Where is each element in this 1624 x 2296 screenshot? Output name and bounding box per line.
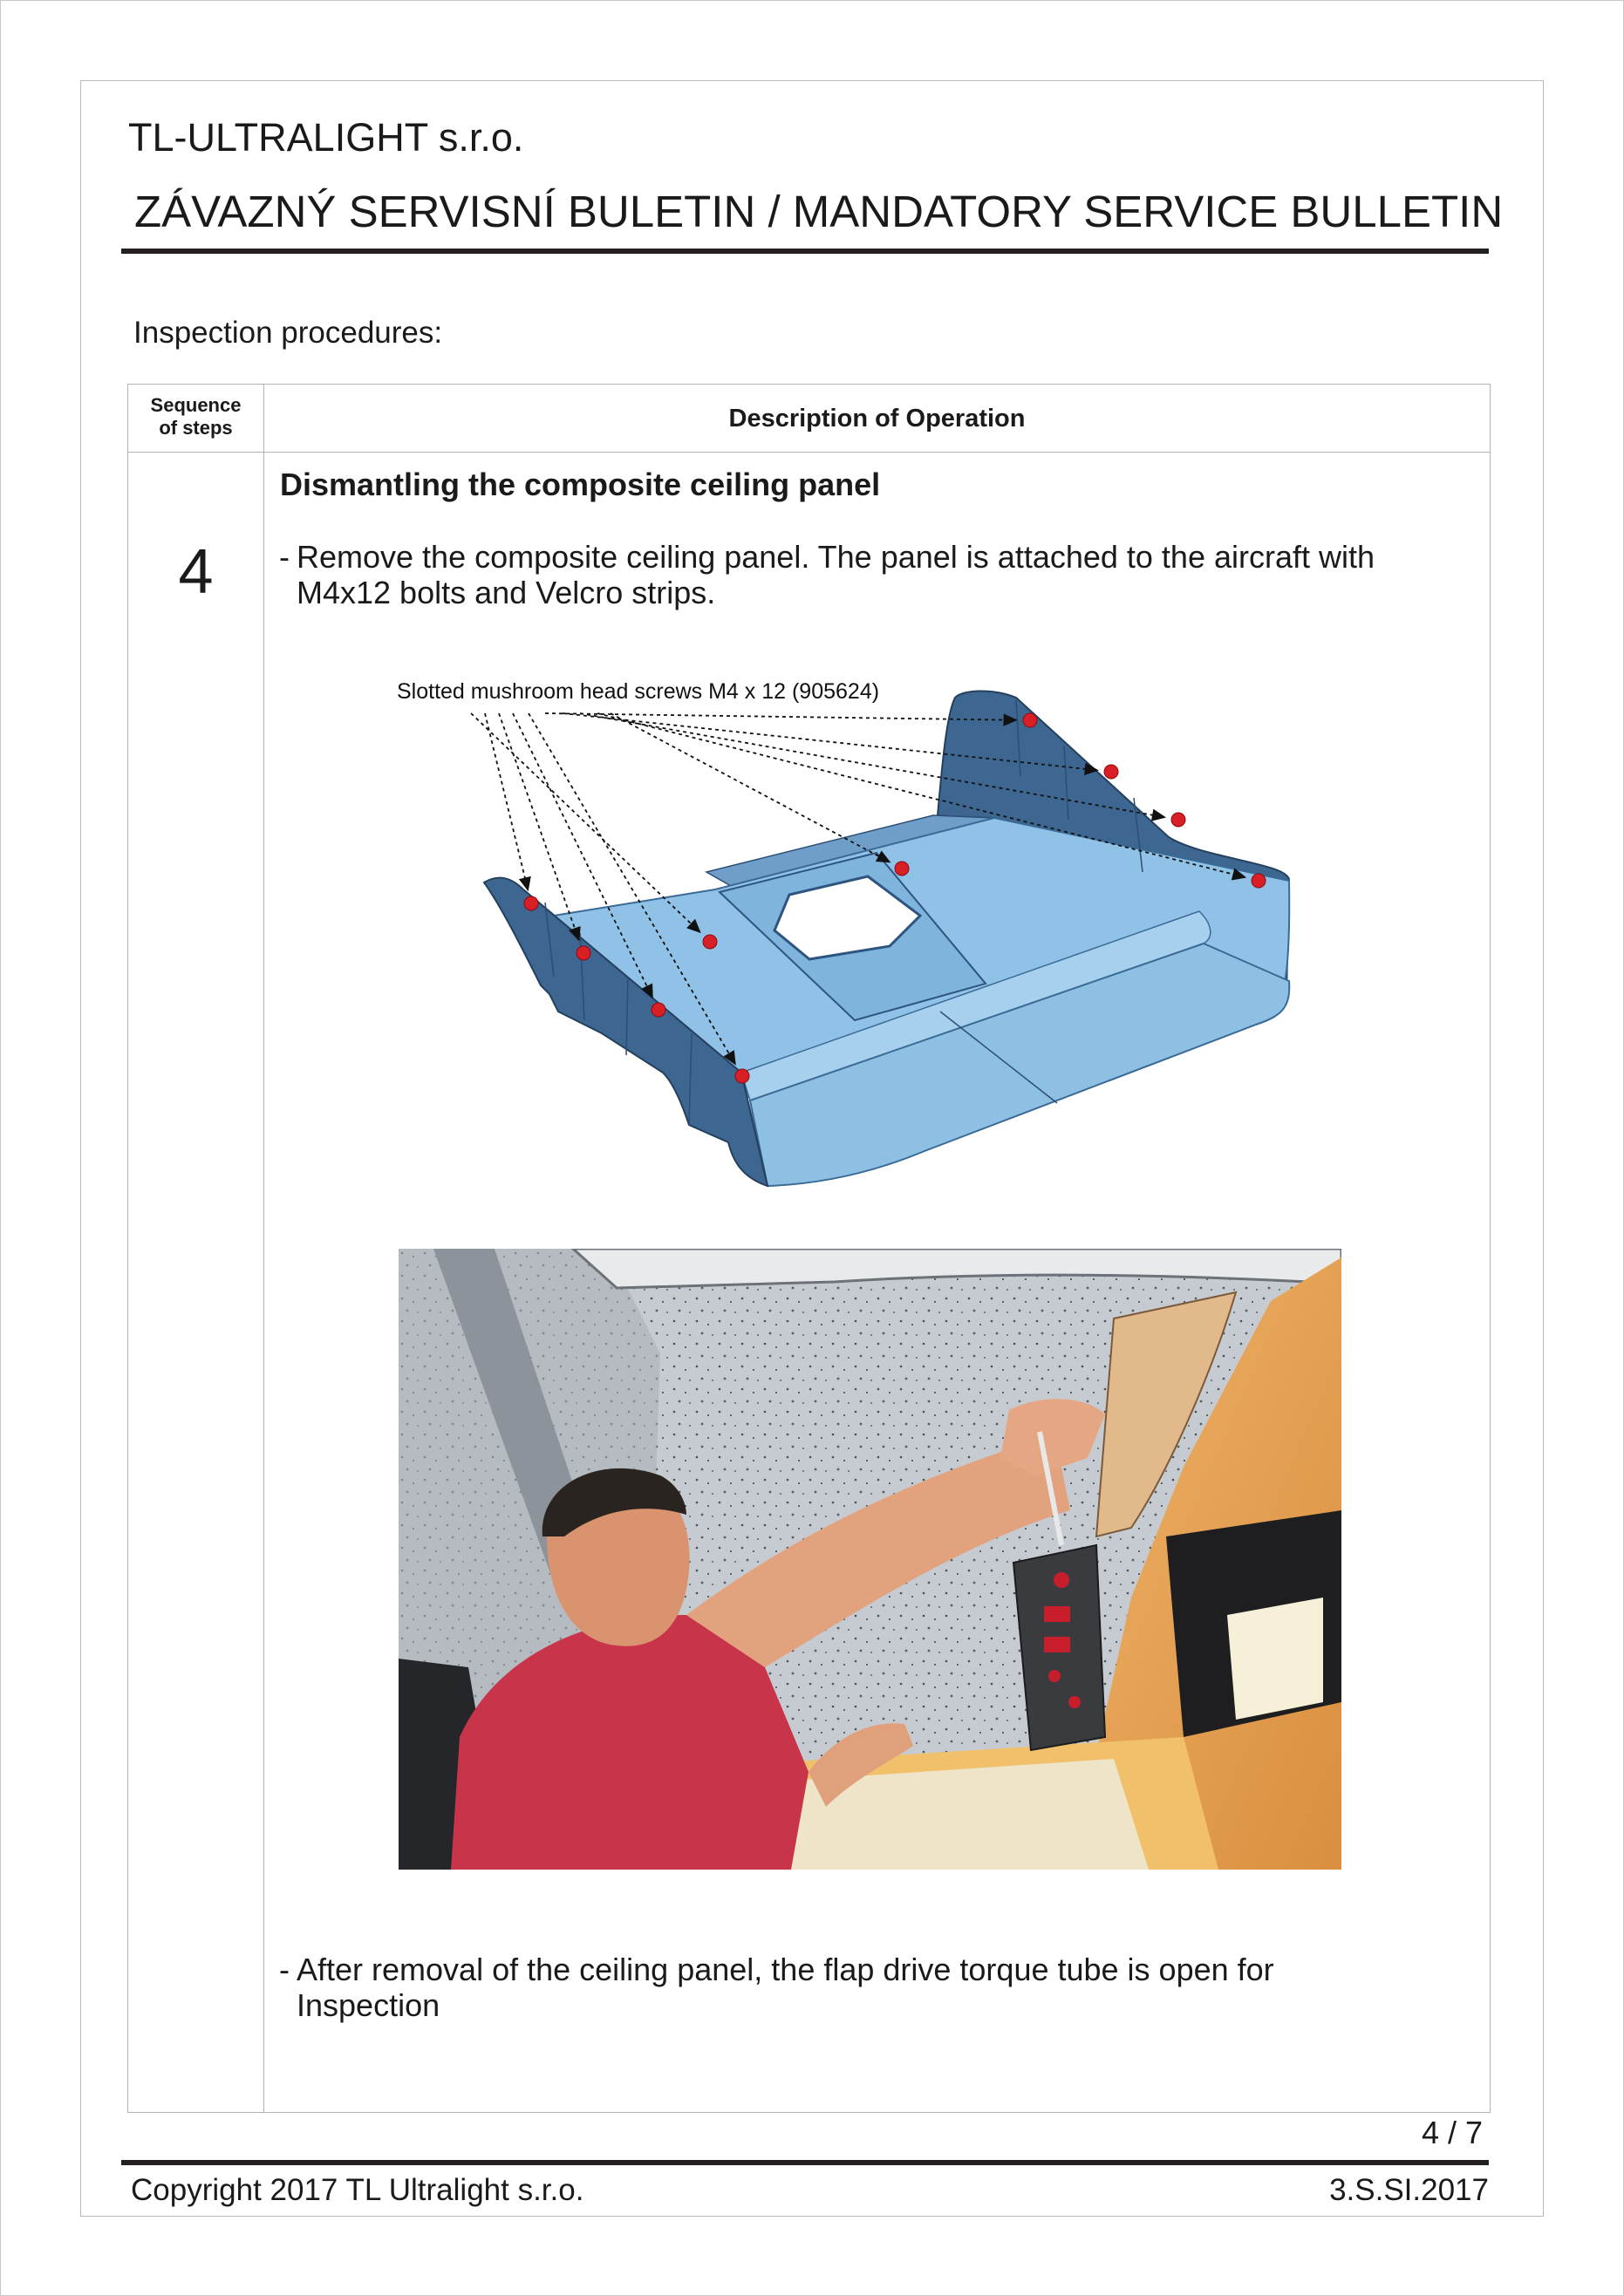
column-header-description: Description of Operation	[728, 405, 1026, 433]
header-rule	[121, 249, 1489, 254]
instruction-remove-panel	[279, 539, 1474, 610]
company-name: TL-ULTRALIGHT s.r.o.	[128, 115, 524, 160]
step-number: 4	[178, 537, 214, 607]
screw-marker	[1171, 813, 1185, 827]
screw-marker	[524, 896, 538, 910]
screw-marker	[1104, 765, 1118, 779]
ceiling-panel-diagram	[384, 667, 1300, 1190]
column-header-sequence-text: Sequence of steps	[150, 394, 242, 439]
bullet-dash: -	[279, 539, 290, 575]
screw-marker	[1252, 874, 1266, 888]
screw-marker	[703, 935, 717, 949]
column-header-sequence	[128, 394, 263, 439]
column-divider	[263, 385, 264, 2112]
document-id: 3.S.SI.2017	[1329, 2173, 1489, 2207]
screw-marker	[577, 946, 590, 960]
instruction-text: Remove the composite ceiling panel. The panel is attached to the aircraft with M4x12 bolts and Velcro strips.	[297, 539, 1375, 610]
technician-photo	[399, 1249, 1341, 1870]
bullet-dash: -	[279, 1952, 290, 1987]
section-label: Inspection procedures:	[133, 316, 443, 350]
bulletin-title: ZÁVAZNÝ SERVISNÍ BULETIN / MANDATORY SERVICE BULLETIN	[134, 187, 1504, 236]
copyright-notice: Copyright 2017 TL Ultralight s.r.o.	[131, 2173, 584, 2207]
page-number: 4 / 7	[1421, 2115, 1483, 2150]
screw-marker	[895, 862, 909, 875]
header-divider	[128, 452, 1490, 453]
screw-marker	[652, 1003, 665, 1017]
diagram-callout-text: Slotted mushroom head screws M4 x 12 (905624)	[397, 679, 880, 704]
screw-marker	[735, 1069, 749, 1083]
instruction-text: After removal of the ceiling panel, the flap drive torque tube is open for Inspection	[297, 1952, 1274, 2023]
step-title: Dismantling the composite ceiling panel	[280, 467, 881, 502]
screw-marker	[1023, 713, 1037, 727]
instruction-inspection	[279, 1952, 1474, 2023]
footer-rule	[121, 2160, 1489, 2165]
leader-line	[485, 713, 528, 889]
